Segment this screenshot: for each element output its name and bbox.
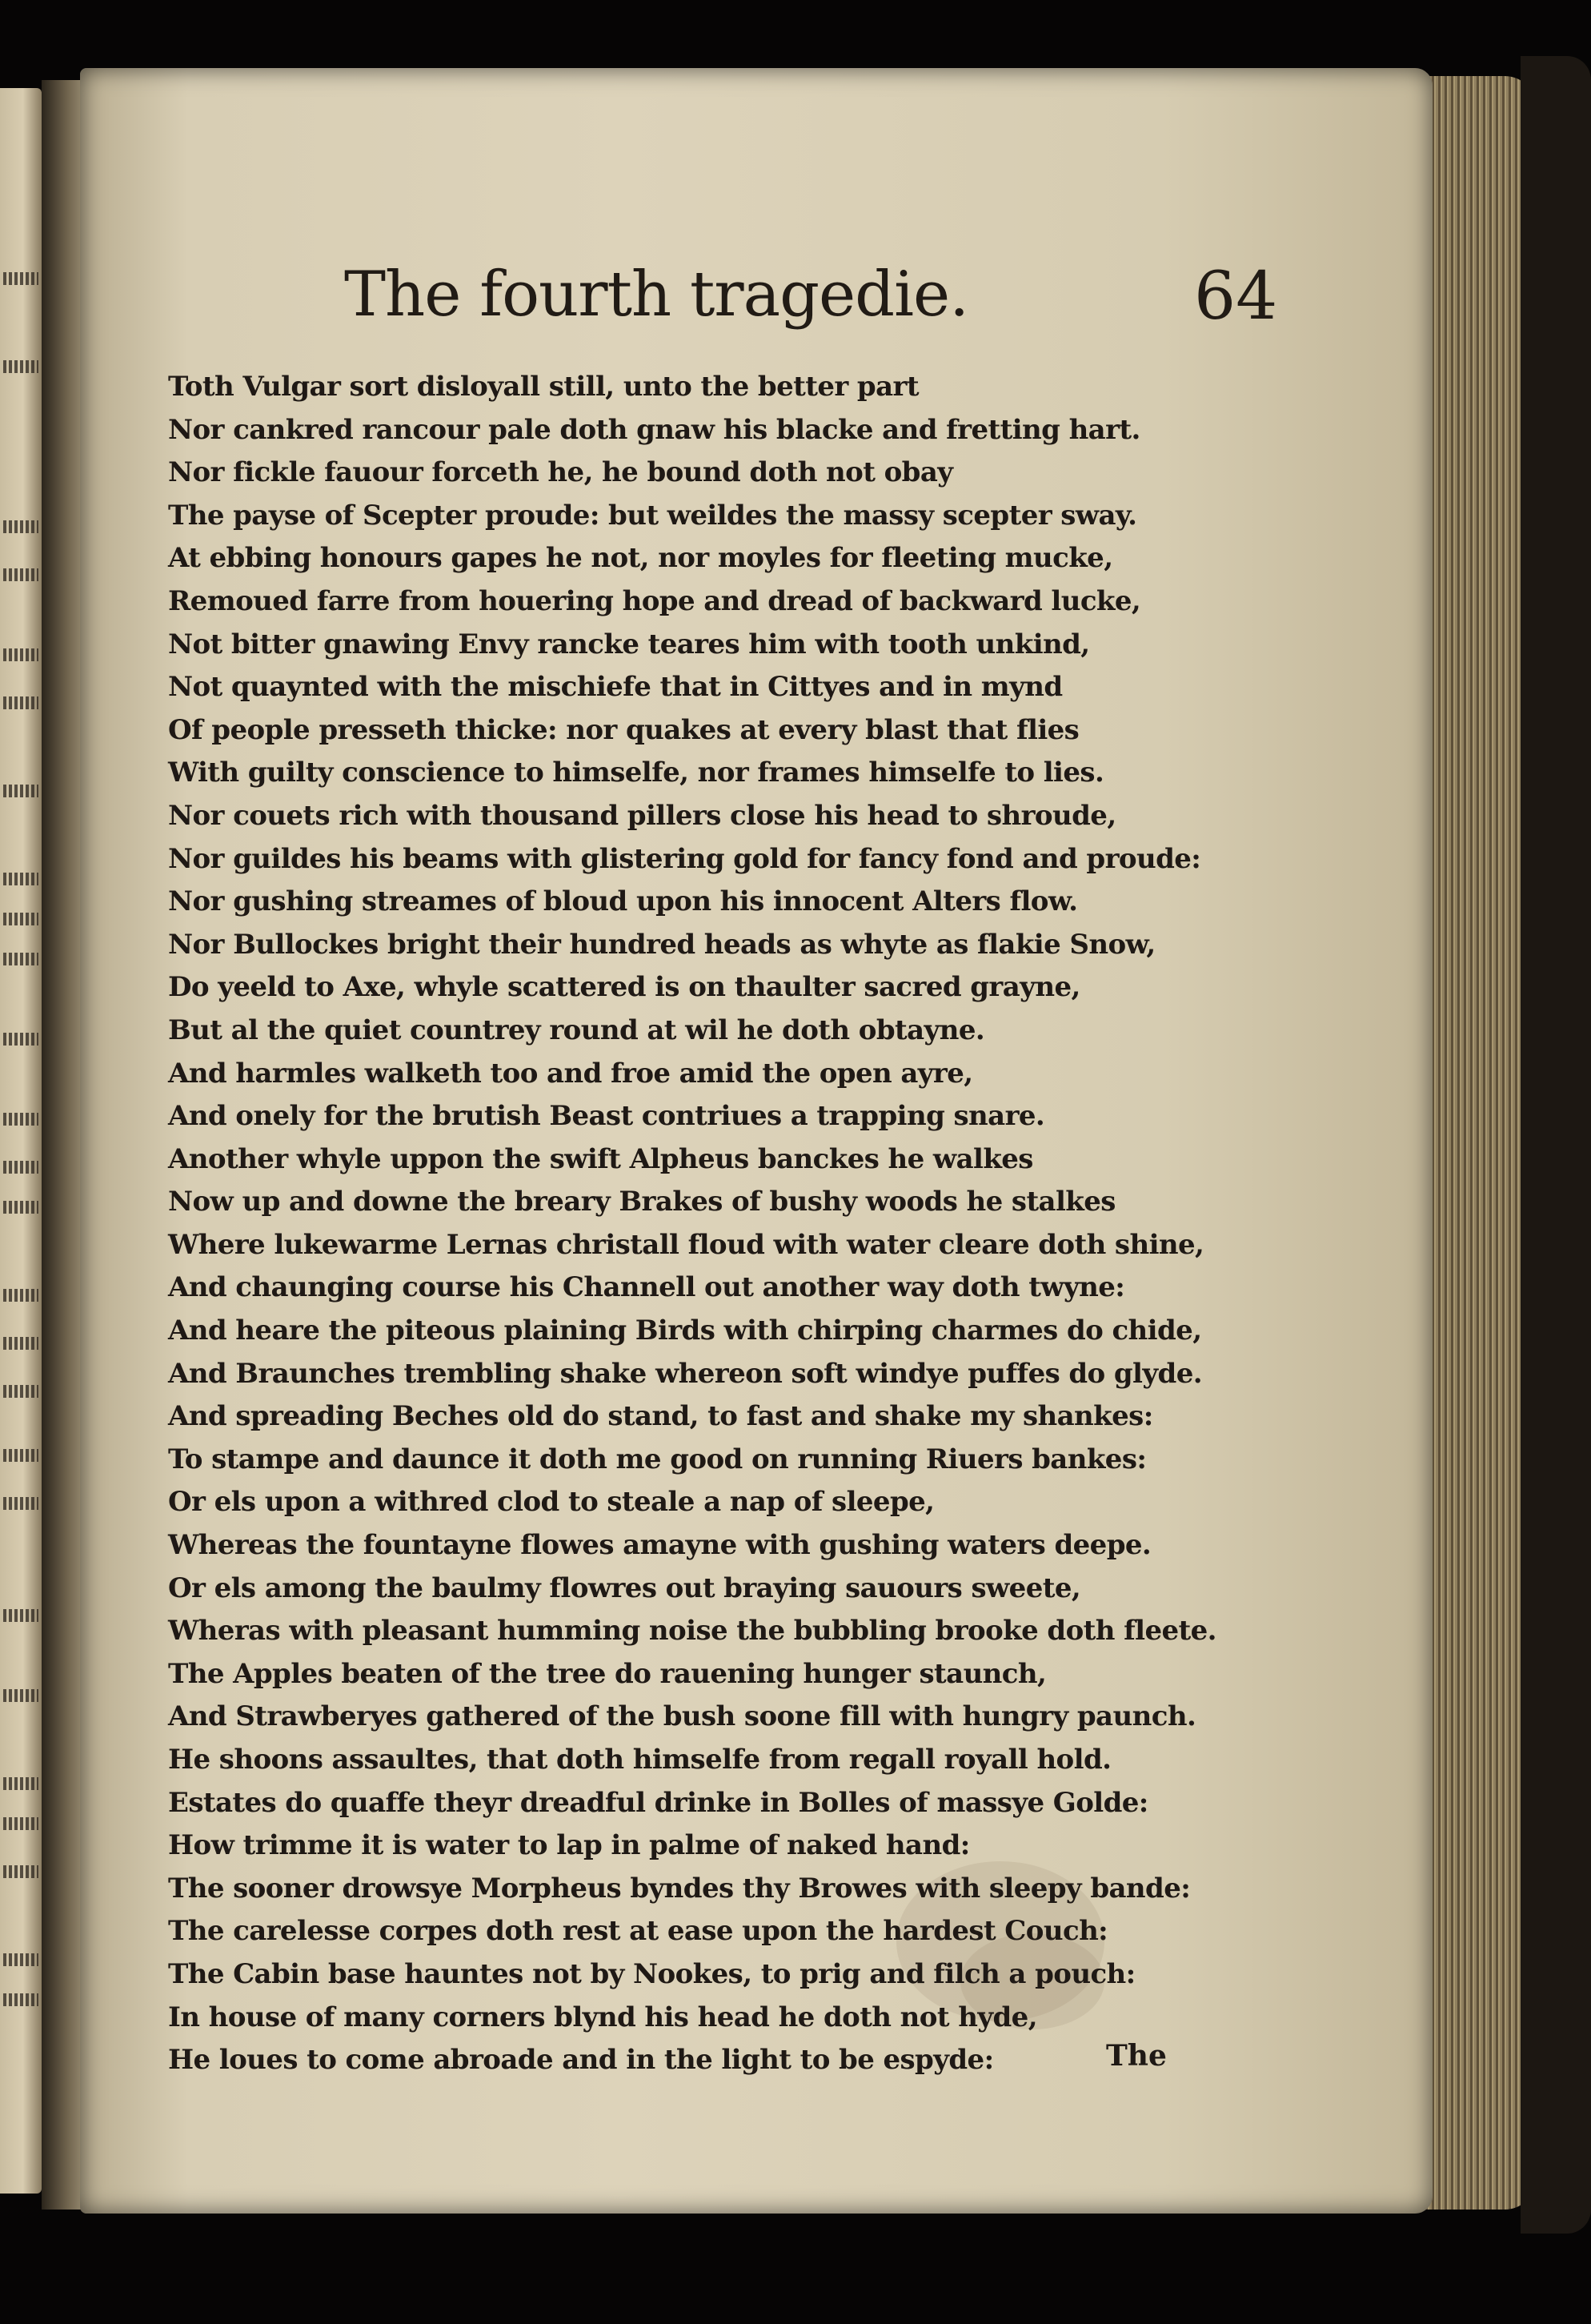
facing-page-edge	[0, 88, 42, 2194]
verse-line: Whereas the fountayne flowes amayne with gushing waters deepe.	[168, 1529, 1152, 1562]
verse-line: And chaunging course his Channell out another way doth twyne:	[168, 1271, 1125, 1304]
verse-line: He shoons assaultes, that doth himselfe from regall royall hold.	[168, 1744, 1112, 1776]
verse-line: The sooner drowsye Morpheus byndes thy Browes with sleepy bande:	[168, 1872, 1191, 1905]
verse-line: Remoued farre from houering hope and dread of backward lucke,	[168, 584, 1141, 617]
facing-page-text-fragment	[3, 873, 38, 885]
verse-line: Or els among the baulmy flowres out braying sauours sweete,	[168, 1571, 1081, 1604]
facing-page-text-fragment	[3, 568, 38, 581]
verse-line: Nor couets rich with thousand pillers close his head to shroude,	[168, 799, 1116, 832]
facing-page-text-fragment	[3, 1033, 38, 1046]
verse-line: And heare the piteous plaining Birds with chirping charmes do chide,	[168, 1315, 1202, 1347]
verse-line: In house of many corners blynd his head he doth not hyde,	[168, 2001, 1037, 2033]
verse-line: Not bitter gnawing Envy rancke teares him with tooth unkind,	[168, 628, 1090, 660]
facing-page-text-fragment	[3, 520, 38, 533]
facing-page-text-fragment	[3, 1609, 38, 1622]
page-fore-edges	[1417, 76, 1537, 2210]
facing-page-text-fragment	[3, 1865, 38, 1878]
facing-page-text-fragment	[3, 1953, 38, 1966]
facing-page-text-fragment	[3, 1817, 38, 1830]
verse-line: And onely for the brutish Beast contriues a trapping snare.	[168, 1100, 1045, 1133]
verse-line: Estates do quaffe theyr dreadful drinke in Bolles of massye Golde:	[168, 1786, 1148, 1819]
verse-line: Nor fickle fauour forceth he, he bound doth not obay	[168, 456, 953, 489]
facing-page-text-fragment	[3, 1161, 38, 1174]
verse-line: Another whyle uppon the swift Alpheus banckes he walkes	[168, 1142, 1033, 1175]
facing-page-text-fragment	[3, 785, 38, 797]
verse-line: At ebbing honours gapes he not, nor moyles for fleeting mucke,	[168, 542, 1113, 575]
verse-line: With guilty conscience to himselfe, nor frames himselfe to lies.	[168, 757, 1104, 789]
book-cover	[1521, 56, 1591, 2234]
facing-page-text-fragment	[3, 272, 38, 285]
verse-line: And spreading Beches old do stand, to fast and shake my shankes:	[168, 1400, 1153, 1433]
verse-line: Or els upon a withred clod to steale a nap of sleepe,	[168, 1486, 935, 1519]
verse-line: But al the quiet countrey round at wil he doth obtayne.	[168, 1013, 985, 1046]
facing-page-text-fragment	[3, 1337, 38, 1350]
verse-line: Wheras with pleasant humming noise the bubbling brooke doth fleete.	[168, 1615, 1216, 1648]
verse-line: The Cabin base hauntes not by Nookes, to prig and filch a pouch:	[168, 1957, 1136, 1990]
verse-line: And Strawberyes gathered of the bush soone fill with hungry paunch.	[168, 1700, 1196, 1733]
facing-page-text-fragment	[3, 1201, 38, 1214]
verse-line: Nor guildes his beams with glistering gold for fancy fond and proude:	[168, 842, 1201, 875]
facing-page-text-fragment	[3, 913, 38, 925]
verse-line: The Apples beaten of the tree do rauening hunger staunch,	[168, 1657, 1047, 1690]
facing-page-text-fragment	[3, 1289, 38, 1302]
facing-page-text-fragment	[3, 1993, 38, 2006]
facing-page-text-fragment	[3, 696, 38, 709]
verse-line: And harmles walketh too and froe amid the open ayre,	[168, 1057, 973, 1090]
running-title: The fourth tragedie.	[344, 259, 968, 331]
catchword: The	[1106, 2039, 1167, 2073]
verse-line: Of people presseth thicke: nor quakes at every blast that flies	[168, 713, 1080, 746]
facing-page-text-fragment	[3, 1385, 38, 1398]
book-page	[80, 68, 1433, 2214]
verse-line: How trimme it is water to lap in palme of naked hand:	[168, 1829, 970, 1862]
verse-line: Toth Vulgar sort disloyall still, unto the better part	[168, 371, 919, 403]
verse-line: Now up and downe the breary Brakes of bushy woods he stalkes	[168, 1186, 1116, 1218]
facing-page-text-fragment	[3, 1449, 38, 1462]
facing-page-text-fragment	[3, 360, 38, 373]
verse-line: Do yeeld to Axe, whyle scattered is on thaulter sacred grayne,	[168, 971, 1080, 1004]
verse-line: To stampe and daunce it doth me good on running Riuers bankes:	[168, 1443, 1147, 1475]
verse-line: Where lukewarme Lernas christall floud with water cleare doth shine,	[168, 1228, 1204, 1261]
facing-page-text-fragment	[3, 1497, 38, 1510]
verse-line: Nor gushing streames of bloud upon his innocent Alters flow.	[168, 885, 1078, 918]
verse-line: And Braunches trembling shake whereon soft windye puffes do glyde.	[168, 1357, 1202, 1390]
facing-page-text-fragment	[3, 1113, 38, 1126]
facing-page-text-fragment	[3, 1689, 38, 1702]
verse-text	[168, 366, 1216, 2082]
verse-line: The payse of Scepter proude: but weildes the massy scepter sway.	[168, 499, 1137, 532]
facing-page-text-fragment	[3, 648, 38, 661]
verse-line: Nor cankred rancour pale doth gnaw his blacke and fretting hart.	[168, 413, 1140, 446]
folio-number: 64	[1194, 259, 1278, 335]
verse-line: Not quaynted with the mischiefe that in Cittyes and in mynd	[168, 671, 1063, 704]
verse-line: He loues to come abroade and in the light to be espyde:	[168, 2044, 994, 2077]
facing-page-text-fragment	[3, 953, 38, 965]
facing-page-text-fragment	[3, 1777, 38, 1790]
verse-line: The carelesse corpes doth rest at ease upon the hardest Couch:	[168, 1915, 1108, 1948]
verse-line: Nor Bullockes bright their hundred heads as whyte as flakie Snow,	[168, 928, 1156, 961]
